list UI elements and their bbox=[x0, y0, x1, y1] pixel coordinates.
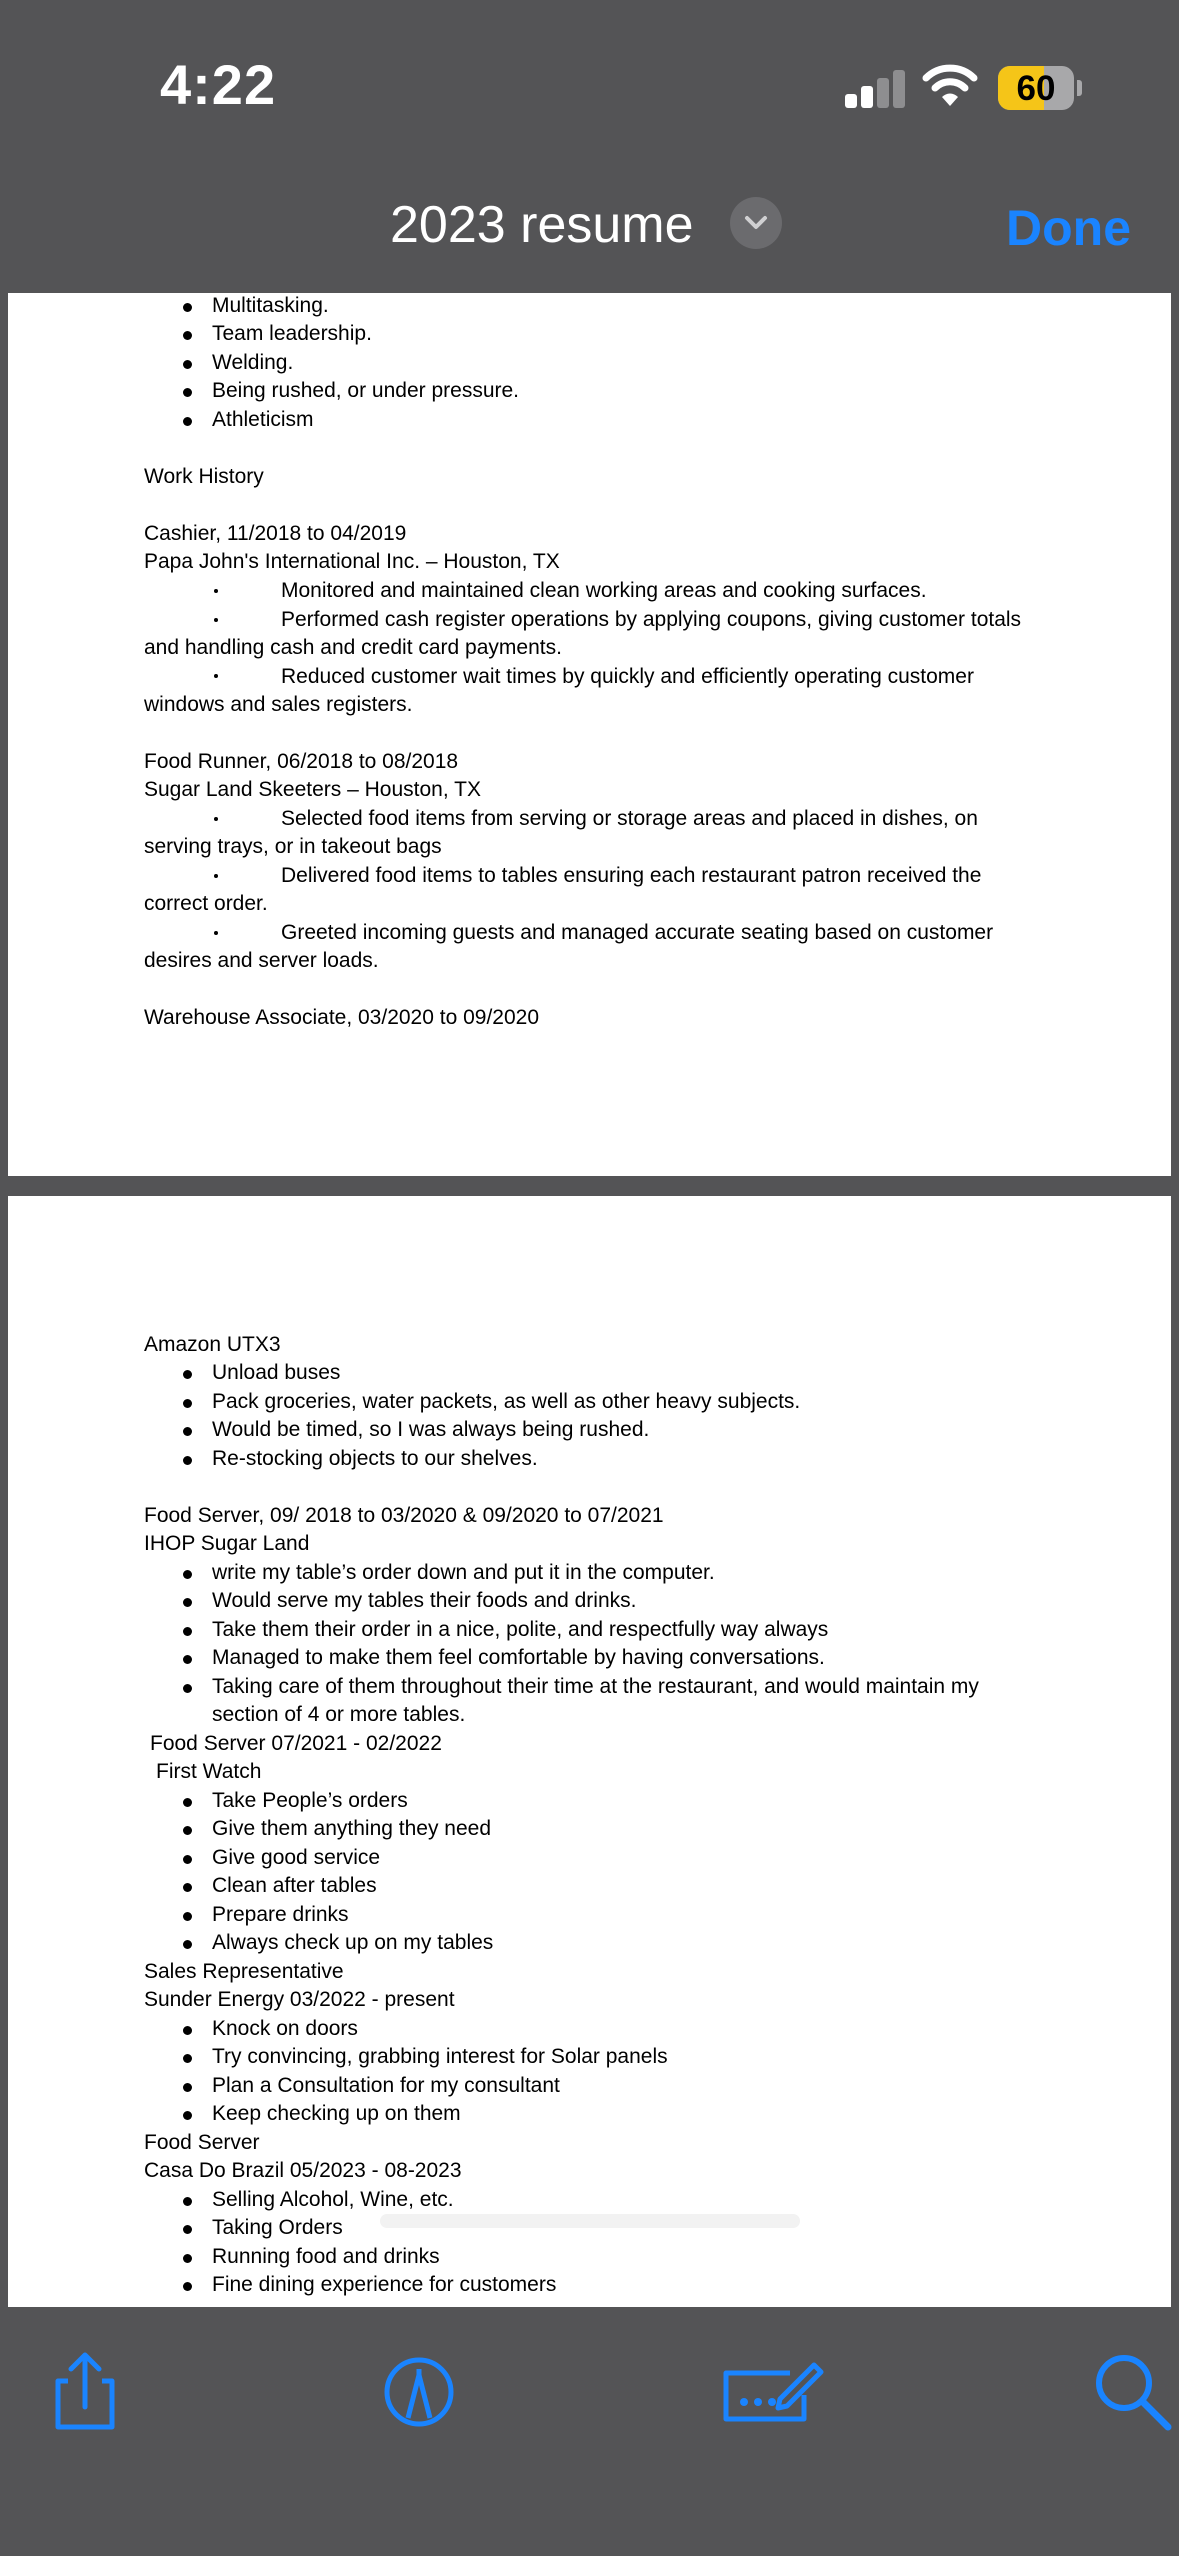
bullet-icon bbox=[183, 331, 192, 340]
job-duty-cont: correct order. bbox=[144, 892, 268, 915]
job-title: Food Server bbox=[144, 2131, 260, 2154]
job-duty: Always check up on my tables bbox=[212, 1931, 494, 1954]
job-duty: Selected food items from serving or storage areas and placed in dishes, on bbox=[281, 807, 978, 830]
job-duty: Reduced customer wait times by quickly and efficiently operating customer bbox=[281, 665, 974, 688]
markup-icon[interactable] bbox=[374, 2347, 464, 2437]
job-employer: First Watch bbox=[156, 1760, 262, 1783]
bottom-toolbar bbox=[0, 2307, 1179, 2556]
skill-item: Welding. bbox=[212, 351, 294, 374]
bullet-icon bbox=[183, 303, 192, 312]
job-duty: Keep checking up on them bbox=[212, 2102, 461, 2125]
home-indicator[interactable] bbox=[380, 2214, 800, 2228]
job-title: Warehouse Associate, 03/2020 to 09/2020 bbox=[144, 1006, 540, 1029]
job-duty-cont: and handling cash and credit card payments. bbox=[144, 636, 562, 659]
bullet-icon bbox=[183, 2197, 192, 2206]
job-duty: Would be timed, so I was always being rushed. bbox=[212, 1418, 650, 1441]
job-duty: Take them their order in a nice, polite, and respectfully way always bbox=[212, 1618, 829, 1641]
document-page-2[interactable] bbox=[8, 1196, 1171, 2307]
job-duty: Prepare drinks bbox=[212, 1903, 349, 1926]
bullet-icon bbox=[183, 1570, 192, 1579]
share-icon[interactable] bbox=[40, 2347, 130, 2437]
bullet-icon bbox=[183, 2083, 192, 2092]
job-employer: Sunder Energy 03/2022 - present bbox=[144, 1988, 455, 2011]
job-duty-cont: serving trays, or in takeout bags bbox=[144, 835, 442, 858]
document-page-1[interactable] bbox=[8, 293, 1171, 1176]
job-duty-cont: section of 4 or more tables. bbox=[212, 1703, 466, 1726]
cellular-signal-icon bbox=[845, 68, 907, 108]
job-title: Food Runner, 06/2018 to 08/2018 bbox=[144, 750, 459, 773]
battery-level: 60 bbox=[1016, 69, 1056, 108]
document-title[interactable]: 2023 resume bbox=[390, 196, 694, 254]
job-duty: Would serve my tables their foods and drinks. bbox=[212, 1589, 637, 1612]
job-duty: Taking Orders bbox=[212, 2216, 343, 2239]
bullet-icon bbox=[183, 1655, 192, 1664]
bullet-icon bbox=[214, 931, 218, 935]
job-duty: Managed to make them feel comfortable by having conversations. bbox=[212, 1646, 825, 1669]
bullet-icon bbox=[214, 874, 218, 878]
search-icon[interactable] bbox=[1088, 2347, 1178, 2437]
bullet-icon bbox=[183, 1370, 192, 1379]
job-duty: Delivered food items to tables ensuring each restaurant patron received the bbox=[281, 864, 982, 887]
job-duty: Plan a Consultation for my consultant bbox=[212, 2074, 560, 2097]
done-button[interactable]: Done bbox=[1006, 200, 1131, 256]
job-duty: Greeted incoming guests and managed accurate seating based on customer bbox=[281, 921, 994, 944]
job-duty: Taking care of them throughout their time at the restaurant, and would maintain my bbox=[212, 1675, 979, 1698]
job-duty: Fine dining experience for customers bbox=[212, 2273, 557, 2296]
job-duty: Running food and drinks bbox=[212, 2245, 440, 2268]
skill-item: Being rushed, or under pressure. bbox=[212, 379, 520, 402]
job-duty-cont: desires and server loads. bbox=[144, 949, 379, 972]
skill-item: Team leadership. bbox=[212, 322, 372, 345]
bullet-icon bbox=[214, 589, 218, 593]
job-title: Sales Representative bbox=[144, 1960, 344, 1983]
status-time: 4:22 bbox=[160, 53, 277, 116]
status-bar bbox=[0, 0, 1179, 175]
bullet-icon bbox=[183, 2254, 192, 2263]
work-history-heading: Work History bbox=[144, 465, 264, 488]
job-duty: Performed cash register operations by applying coupons, giving customer totals bbox=[281, 608, 1022, 631]
bullet-icon bbox=[214, 817, 218, 821]
bullet-icon bbox=[183, 360, 192, 369]
bullet-icon bbox=[183, 1855, 192, 1864]
bullet-icon bbox=[183, 2054, 192, 2063]
job-duty: Give good service bbox=[212, 1846, 381, 1869]
job-duty-cont: windows and sales registers. bbox=[144, 693, 413, 716]
job-duty: write my table’s order down and put it in the computer. bbox=[212, 1561, 715, 1584]
job-title: Cashier, 11/2018 to 04/2019 bbox=[144, 522, 407, 545]
job-duty: Clean after tables bbox=[212, 1874, 377, 1897]
bullet-icon bbox=[183, 1826, 192, 1835]
bullet-icon bbox=[183, 1456, 192, 1465]
bullet-icon bbox=[183, 1427, 192, 1436]
bullet-icon bbox=[183, 1627, 192, 1636]
job-employer: Sugar Land Skeeters – Houston, TX bbox=[144, 778, 481, 801]
job-duty: Take People’s orders bbox=[212, 1789, 408, 1812]
bullet-icon bbox=[183, 2282, 192, 2291]
job-duty: Try convincing, grabbing interest for Solar panels bbox=[212, 2045, 668, 2068]
bullet-icon bbox=[183, 2225, 192, 2234]
job-duty: Knock on doors bbox=[212, 2017, 358, 2040]
job-duty: Unload buses bbox=[212, 1361, 341, 1384]
job-duty: Monitored and maintained clean working areas and cooking surfaces. bbox=[281, 579, 927, 602]
battery-icon bbox=[998, 66, 1074, 110]
job-title: Food Server 07/2021 - 02/2022 bbox=[150, 1732, 442, 1755]
bullet-icon bbox=[183, 1598, 192, 1607]
skill-item: Multitasking. bbox=[212, 294, 329, 317]
bullet-icon bbox=[183, 1798, 192, 1807]
bullet-icon bbox=[183, 1912, 192, 1921]
job-employer: IHOP Sugar Land bbox=[144, 1532, 310, 1555]
nav-bar bbox=[0, 175, 1179, 293]
wifi-icon bbox=[922, 62, 978, 108]
skill-item: Athleticism bbox=[212, 408, 314, 431]
bullet-icon bbox=[183, 1399, 192, 1408]
bullet-icon bbox=[183, 388, 192, 397]
bullet-icon bbox=[214, 674, 218, 678]
job-duty: Give them anything they need bbox=[212, 1817, 492, 1840]
chevron-down-icon[interactable] bbox=[730, 197, 782, 249]
bullet-icon bbox=[214, 618, 218, 622]
keyboard-edit-icon[interactable] bbox=[718, 2347, 828, 2437]
job-employer: Papa John's International Inc. – Houston, TX bbox=[144, 550, 560, 573]
job-duty: Selling Alcohol, Wine, etc. bbox=[212, 2188, 454, 2211]
bullet-icon bbox=[183, 417, 192, 426]
bullet-icon bbox=[183, 2111, 192, 2120]
job-employer: Amazon UTX3 bbox=[144, 1333, 281, 1356]
bullet-icon bbox=[183, 1883, 192, 1892]
job-employer: Casa Do Brazil 05/2023 - 08-2023 bbox=[144, 2159, 462, 2182]
bullet-icon bbox=[183, 1684, 192, 1693]
bullet-icon bbox=[183, 1940, 192, 1949]
battery-nub bbox=[1077, 80, 1082, 96]
job-title: Food Server, 09/ 2018 to 03/2020 & 09/2020 to 07/2021 bbox=[144, 1504, 664, 1527]
job-duty: Re-stocking objects to our shelves. bbox=[212, 1447, 538, 1470]
bullet-icon bbox=[183, 2026, 192, 2035]
job-duty: Pack groceries, water packets, as well as other heavy subjects. bbox=[212, 1390, 801, 1413]
